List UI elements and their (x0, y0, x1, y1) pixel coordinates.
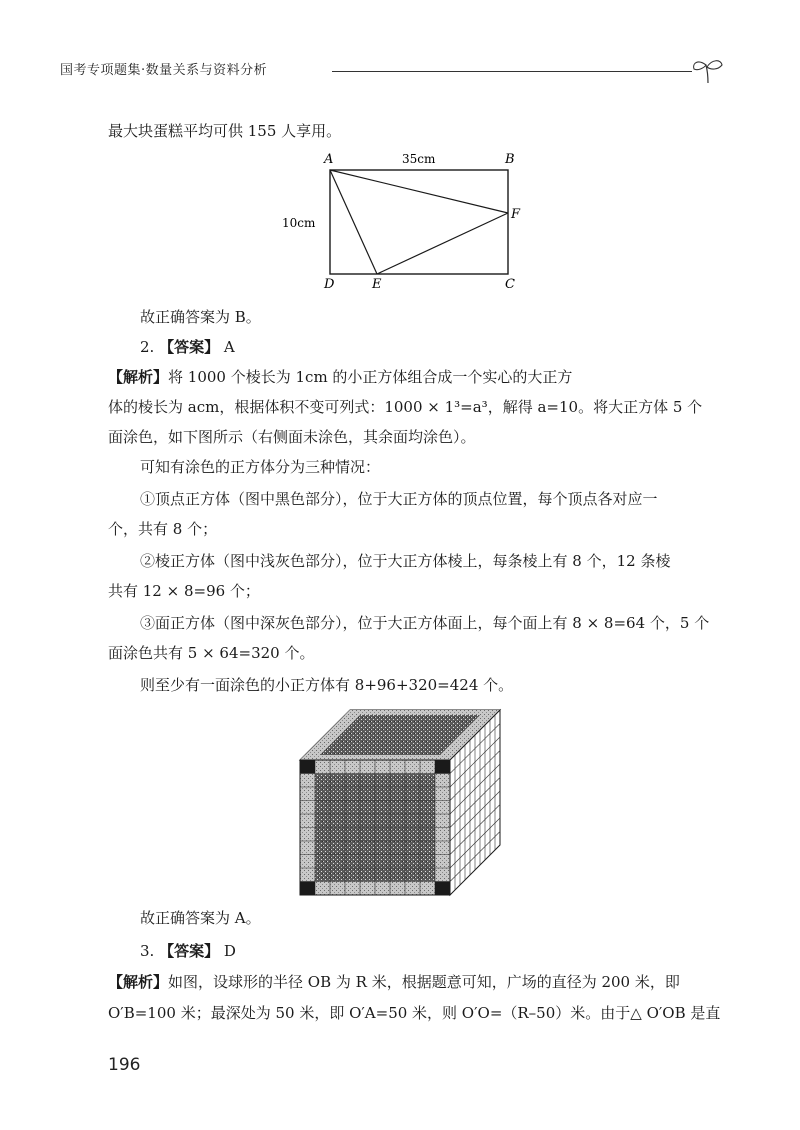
text-line-1: 最大块蛋糕平均可供 155 人享用。 (108, 122, 342, 140)
rectangle-figure (280, 148, 530, 298)
page-number: 196 (108, 1055, 141, 1075)
label-f: F (511, 207, 521, 222)
sprout-icon (688, 55, 728, 85)
header-rule (332, 71, 692, 72)
label-c: C (505, 277, 515, 292)
text-line-11: 共有 12 × 8=96 个； (108, 582, 260, 600)
text-line-17 (108, 972, 680, 992)
text-line-5: 体的棱长为 acm，根据体积不变可列式：1000 × 1³=a³，解得 a=10。将大正方体 5 个 (108, 398, 703, 416)
left-dimension: 10cm (282, 216, 316, 230)
cube-figure (295, 705, 505, 897)
text-line-15: 故正确答案为 A。 (140, 909, 261, 927)
top-dimension: 35cm (402, 152, 436, 166)
running-header (60, 55, 740, 85)
answer-tag: 【答案】 (159, 942, 220, 960)
label-b: B (505, 152, 515, 167)
text-line-8: ①顶点正方体（图中黑色部分），位于大正方体的顶点位置，每个顶点各对应一 (140, 490, 658, 508)
segment-af (330, 170, 508, 213)
answer-tag: 【答案】 (159, 338, 220, 356)
text-line-7: 可知有涂色的正方体分为三种情况： (140, 458, 381, 476)
text-line-14: 则至少有一面涂色的小正方体有 8+96+320=424 个。 (140, 676, 514, 694)
text-line-12: ③面正方体（图中深灰色部分），位于大正方体面上，每个面上有 8 × 8=64 个，5 个 (140, 614, 710, 632)
rectangle-abcd (330, 170, 508, 274)
text-line-9: 个，共有 8 个； (108, 520, 218, 538)
cube-front-face (300, 760, 450, 895)
text-line-16 (140, 941, 236, 961)
analysis-tag: 【解析】 (108, 368, 169, 386)
corner-cube (435, 760, 450, 774)
corner-cube (435, 882, 450, 896)
text-line-2: 故正确答案为 B。 (140, 308, 261, 326)
corner-cube (300, 882, 315, 896)
label-d: D (324, 277, 335, 292)
analysis-tag: 【解析】 (108, 973, 169, 991)
text-line-3 (140, 337, 235, 357)
text-line-6: 面涂色，如下图所示（右侧面未涂色，其余面均涂色）。 (108, 428, 476, 446)
header-title: 国考专项题集·数量关系与资料分析 (60, 63, 268, 78)
text-line-4 (108, 367, 572, 387)
text-line-13: 面涂色共有 5 × 64=320 个。 (108, 644, 315, 662)
corner-cube (300, 760, 315, 774)
analysis-text: 将 1000 个棱长为 1cm 的小正方体组合成一个实心的大正方 (168, 368, 573, 386)
text-line-10: ②棱正方体（图中浅灰色部分），位于大正方体棱上，每条棱上有 8 个，12 条棱 (140, 552, 671, 570)
label-e: E (372, 277, 382, 292)
analysis-text: 如图，设球形的半径 OB 为 R 米，根据题意可知，广场的直径为 200 米，即 (168, 973, 680, 991)
segment-ef (377, 213, 508, 274)
label-a: A (324, 152, 334, 167)
segment-ae (330, 170, 377, 274)
answer-value: D (223, 942, 236, 960)
answer-value: A (223, 338, 235, 356)
text-line-18: O′B=100 米；最深处为 50 米，即 O′A=50 米，则 O′O=（R–50）米。由于△ O′OB 是直 (108, 1004, 721, 1022)
question-number: 3. (140, 942, 155, 960)
question-number: 2. (140, 338, 155, 356)
